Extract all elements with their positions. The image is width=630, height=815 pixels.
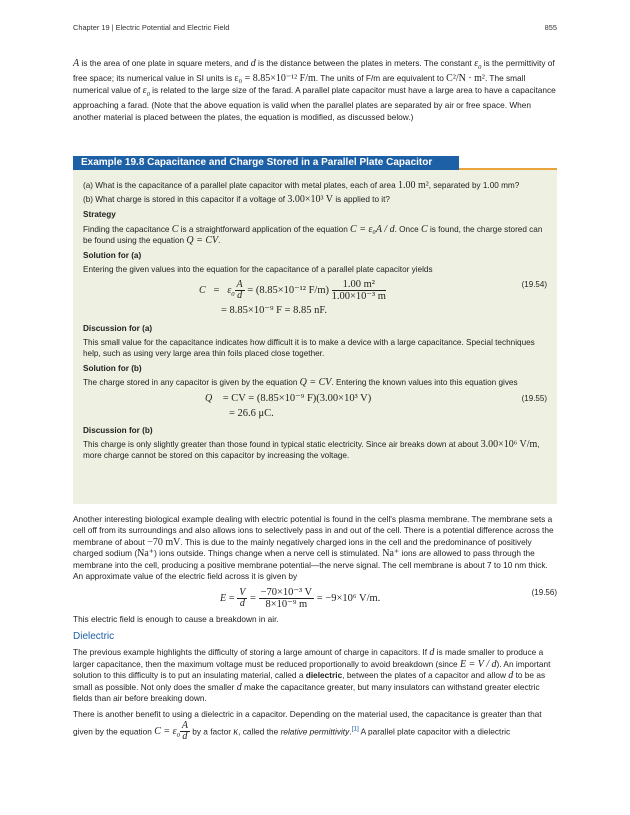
section-title-dielectric: Dielectric — [73, 630, 115, 642]
discussion-a-label: Discussion for (a) — [83, 323, 153, 333]
example-title: Example 19.8 Capacitance and Charge Stored in a Parallel Plate Capacitor — [73, 156, 459, 170]
eps0-value: ε₀ = 8.85×10⁻¹² F/m — [234, 73, 316, 85]
bio-paragraph: Another interesting biological example dealing with electric potential is found in the cell's plasma membrane. The membrane sets a cell off from its surroundings and also allows ions to selectively pass in and out of the cell. There is a potential difference across the membrane of about −70 mV. This is due to the mainly negatively charged ions in the cell and the predominance of positively charged sodium (Na⁺) ions outside. Things change when a nerve cell is stimulated. Na⁺ ions are allowed to pass through the membrane into the cell, producing a positive membrane potential—the nerve signal. The cell membrane is about 7 to 10 nm thick. An approximate value of the electric field across it is given by — [73, 514, 554, 582]
solution-a-text: Entering the given values into the equation for the capacitance of a parallel plate capacitor yields — [83, 265, 433, 275]
footnote-ref[interactable]: [1] — [351, 725, 359, 733]
bio-conclusion: This electric field is enough to cause a breakdown in air. — [73, 614, 279, 625]
example-box — [73, 170, 557, 504]
dielectric-paragraph-1: The previous example highlights the difficulty of storing a large amount of charge in capacitors. If d is made smaller to produce a larger capacitance, then the maximum voltage must be reduced proportionally to avoid breakdown (since E = V / d). An important solution to this difficulty is to put an insulating material, called a dielectric, between the plates of a capacitor and allow d to be as small as possible. Not only does the smaller d make the capacitance greater, but many insulators can withstand greater electric fields than air before breaking down. — [73, 647, 551, 703]
question-b: (b) What charge is stored in this capacitor if a voltage of 3.00×10³ V is applied to it? — [83, 194, 390, 206]
dielectric-paragraph-2: There is another benefit to using a dielectric in a capacitor. Depending on the material used, the capacitance is greater than that given by the equation $C = \varepsilon_0$ $\frac{A}{d}$ by a factor κ, called the relative permittivity.[1] A parallel plate capacitor with a dielectric — [73, 709, 542, 743]
equation-19-55: (19.55) Q = CV = (8.85×10⁻⁹ F)(3.00×10³ V) = 26.6 μC. — [205, 392, 547, 419]
strategy-label: Strategy — [83, 210, 116, 220]
question-a: (a) What is the capacitance of a parallel plate capacitor with metal plates, each of area 1.00 m², separated by 1.00 mm? — [83, 180, 520, 191]
solution-b-label: Solution for (b) — [83, 364, 142, 374]
units-equiv: C²/N · m² — [446, 73, 485, 85]
equation-19-54: (19.54) $C = \varepsilon_0$ $\frac{A}{d}$ = (8.85×10⁻¹² F/m) $\frac{\text{1.00 m²}}{\text{1.00×10⁻³ m}}$ = 8.85×10⁻⁹ F = 8.85 nF. — [199, 278, 547, 317]
bio-section — [73, 514, 557, 748]
strategy-text: Finding the capacitance C is a straightforward application of the equation C = ε₀A / d. Once C is found, the charge stored can be found using the equation Q = CV. — [83, 223, 543, 246]
intro-paragraph: A is the area of one plate in square meters, and d is the distance between the plates in meters. The constant $\varepsilon_0$ is the permittivity of free space; its numerical value in SI units is ε₀ = 8.85×10⁻¹² F/m. The units of F/m are equivalent to C²/N · m². The small numerical value of $\varepsilon_0$ is related to the large size of the farad. A parallel plate capacitor must have a large area to have a capacitance approaching a farad. (Note that the above equation is valid when the parallel plates are separated by air or free space. When another material is placed between the plates, the equation is modified, as discussed below.) — [73, 58, 556, 122]
discussion-b-label: Discussion for (b) — [83, 426, 153, 436]
discussion-b-text: This charge is only slightly greater than those found in typical static electricity. Since air breaks down at about 3.00×10⁶ V/m, more charge cannot be stored on this capacitor by increasing the voltage. — [83, 439, 540, 461]
discussion-a-text: This small value for the capacitance indicates how difficult it is to make a device with a large capacitance. Special techniques help, such as using very large area thin foils placed close together. — [83, 337, 535, 359]
equation-19-56: (19.56) E = $\frac{V}{d}$ = $\frac{\text{−70×10⁻³ V}}{\text{8×10⁻⁹ m}}$ = −9×10⁶ V/m. — [220, 586, 557, 611]
solution-a-label: Solution for (a) — [83, 251, 142, 261]
solution-b-text: The charge stored in any capacitor is given by the equation Q = CV. Entering the known values into this equation gives — [83, 377, 518, 389]
running-header: Chapter 19 | Electric Potential and Electric Field — [73, 23, 230, 32]
page-number: 855 — [544, 23, 557, 32]
